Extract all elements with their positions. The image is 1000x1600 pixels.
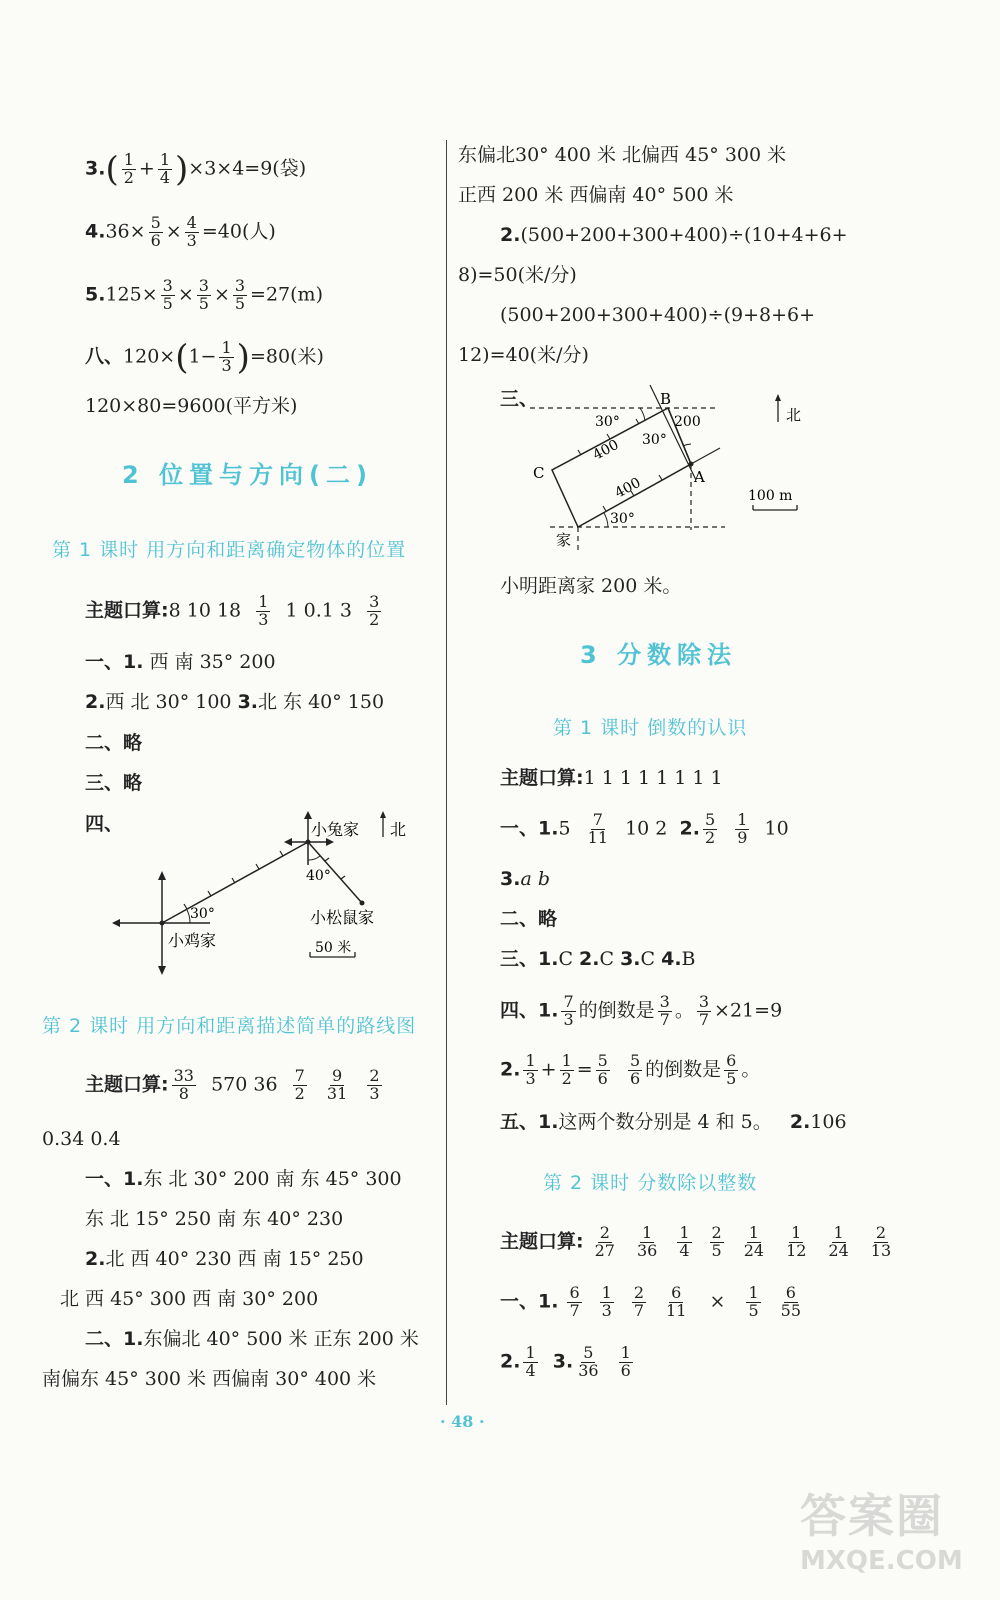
label-home: 家 xyxy=(556,531,572,549)
label-angle-30-b: 30° xyxy=(595,414,620,430)
lesson-title-3-1: 第 1 课时 倒数的认识 xyxy=(553,717,748,739)
watermark-line-1: 答案圈 xyxy=(800,1489,944,1543)
c-part4-1: 四、1. $\frac{7}{3}$ 的倒数是 $\frac{3}{7}$ 。 $\frac{3}{7}$ ×21=9 xyxy=(500,992,783,1029)
route-diagram-2 xyxy=(500,380,830,555)
l1-part2: 二、略 xyxy=(85,732,143,754)
r-line-6: 12)=40(米/分) xyxy=(458,344,589,366)
fraction: $\frac{1}{3}$ xyxy=(601,1283,612,1320)
r-line-1: 东偏北30° 400 米 北偏西 45° 300 米 xyxy=(458,144,787,166)
c-part4-2: 2. $\frac{1}{3}$ + $\frac{1}{2}$ = $\frac{5}{6}$ $\frac{5}{6}$ 的倒数是 $\frac{6}{5}$ 。 xyxy=(500,1051,761,1088)
watermark-logo xyxy=(800,1480,990,1595)
answer-8: 八、120×(1− $\frac{1}{3}$ )=80(米) xyxy=(85,337,324,378)
c-q3: 3.a b xyxy=(500,868,550,890)
c-q1: 一、1.5 $\frac{7}{11}$ 10 2 2. $\frac{5}{2}$ $\frac{1}{9}$ 10 xyxy=(500,810,789,847)
l2-part2-1b: 南偏东 45° 300 米 西偏南 30° 400 米 xyxy=(42,1368,377,1390)
answer-5: 5.125× $\frac{3}{5}$ × $\frac{3}{5}$ × $\frac{3}{5}$ =27(m) xyxy=(85,276,323,313)
answer-3: 3.( $\frac{1}{2}$ + $\frac{1}{4}$ )×3×4=9(袋) xyxy=(85,149,307,190)
c-part3: 三、1.C 2.C 3.C 4.B xyxy=(500,948,696,970)
section-title-3: 3 分数除法 xyxy=(580,641,738,669)
fraction: $\frac{2}{7}$ xyxy=(633,1283,645,1320)
r-line-4: 8)=50(米/分) xyxy=(458,264,577,286)
fraction: $\frac{1}{36}$ xyxy=(636,1223,658,1260)
label-dist-400-a: 400 xyxy=(590,436,622,464)
label-A: A xyxy=(694,468,705,486)
label-angle-30: 30° xyxy=(190,906,215,922)
label-angle-40: 40° xyxy=(306,868,331,884)
l2-q2b: 北 西 45° 300 西 南 30° 200 xyxy=(60,1288,319,1310)
fraction: $\frac{6}{55}$ xyxy=(780,1283,802,1320)
label-scale-100: 100 m xyxy=(748,488,793,504)
page-number: · 48 · xyxy=(440,1412,485,1431)
label-scale-50: 50 米 xyxy=(315,940,352,956)
fraction: $\frac{2}{13}$ xyxy=(870,1223,892,1260)
label-chicken-home: 小鸡家 xyxy=(168,931,217,950)
r-part3: 三、 xyxy=(500,388,539,410)
d-q2-q3: 2. $\frac{1}{4}$ 3. $\frac{5}{36}$ $\frac{1}{6}$ xyxy=(500,1343,631,1380)
label-squirrel-home: 小松鼠家 xyxy=(310,908,375,927)
mental-calc-2-2b: 0.34 0.4 xyxy=(42,1128,121,1150)
mental-calc-3-1: 主题口算:1 1 1 1 1 1 1 1 xyxy=(500,767,723,789)
answer-8b: 120×80=9600(平方米) xyxy=(85,395,298,417)
c-part2: 二、略 xyxy=(500,908,558,930)
l2-q2a: 2.北 西 40° 230 西 南 15° 250 xyxy=(85,1248,364,1270)
l1-part4: 四、 xyxy=(85,813,124,835)
label-north-1: 北 xyxy=(390,820,407,839)
label-C: C xyxy=(533,464,545,482)
mental-calc-2-1: 主题口算:8 10 18 $\frac{1}{3}$ 1 0.1 3 $\frac{3}{2}$ xyxy=(85,592,380,629)
fraction: $\frac{6}{11}$ xyxy=(666,1283,687,1320)
label-rabbit-home: 小兔家 xyxy=(311,820,360,839)
label-angle-30-a: 30° xyxy=(642,432,667,448)
lesson-title-2-1: 第 1 课时 用方向和距离确定物体的位置 xyxy=(52,539,407,561)
direction-diagram-1 xyxy=(110,805,430,980)
lesson-title-3-2: 第 2 课时 分数除以整数 xyxy=(543,1172,758,1194)
r-line-2: 正西 200 米 西偏南 40° 500 米 xyxy=(458,184,734,206)
lesson-title-2-2: 第 2 课时 用方向和距离描述简单的路线图 xyxy=(42,1015,417,1037)
fraction: $\frac{1}{24}$ xyxy=(743,1223,765,1260)
c-part5: 五、1.这两个数分别是 4 和 5。 2.106 xyxy=(500,1111,847,1133)
label-B: B xyxy=(660,390,672,408)
fraction: $\frac{6}{7}$ xyxy=(569,1283,580,1320)
l1-part3: 三、略 xyxy=(85,772,143,794)
answer-4: 4.36× $\frac{5}{6}$ × $\frac{4}{3}$ =40(人) xyxy=(85,213,276,250)
l2-part2-1: 二、1.东偏北 40° 500 米 正东 200 米 xyxy=(85,1328,419,1350)
column-divider xyxy=(446,140,447,1405)
section-title-2: 2 位置与方向(二) xyxy=(122,461,373,489)
r-conclusion: 小明距离家 200 米。 xyxy=(500,575,682,597)
fraction: $\frac{1}{5}$ xyxy=(748,1283,759,1320)
fraction: $\frac{1}{12}$ xyxy=(786,1223,807,1260)
l2-q1a: 一、1.东 北 30° 200 南 东 45° 300 xyxy=(85,1168,402,1190)
r-line-5: (500+200+300+400)÷(9+8+6+ xyxy=(500,304,816,326)
label-north-2: 北 xyxy=(786,406,802,424)
r-line-3: 2.(500+200+300+400)÷(10+4+6+ xyxy=(500,224,848,246)
mental-calc-2-2: 主题口算: $\frac{33}{8}$ 570 36 $\frac{7}{2}$ $\frac{9}{31}$ $\frac{2}{3}$ xyxy=(85,1066,380,1103)
watermark-line-2: MXQE.COM xyxy=(800,1546,963,1576)
mental-calc-3-2: 主题口算: $\frac{2}{27}$ $\frac{1}{36}$ $\frac{1}{4}$ $\frac{2}{5}$ $\frac{1}{24}$ $\frac{1}{12}$ $\frac{1}{24}$ $\frac{2}{13}$ xyxy=(500,1223,892,1260)
label-dist-400-b: 400 xyxy=(612,474,644,502)
d-q1: 一、1. $\frac{6}{7}$ $\frac{1}{3}$ $\frac{2}{7}$ $\frac{6}{11}$ × $\frac{1}{5}$ $\frac{6}{55}$ xyxy=(500,1283,802,1320)
fraction: $\frac{1}{24}$ xyxy=(828,1223,849,1260)
fraction: $\frac{2}{5}$ xyxy=(711,1223,722,1260)
l1-q2: 2.西 北 30° 100 3.北 东 40° 150 xyxy=(85,691,385,713)
fraction: $\frac{2}{27}$ xyxy=(594,1223,615,1260)
label-angle-30-home: 30° xyxy=(610,511,635,527)
l2-q1b: 东 北 15° 250 南 东 40° 230 xyxy=(85,1208,344,1230)
fraction: $\frac{1}{4}$ xyxy=(679,1223,690,1260)
label-dist-200: 200 xyxy=(674,414,701,430)
l1-q1: 一、1. 西 南 35° 200 xyxy=(85,651,276,673)
